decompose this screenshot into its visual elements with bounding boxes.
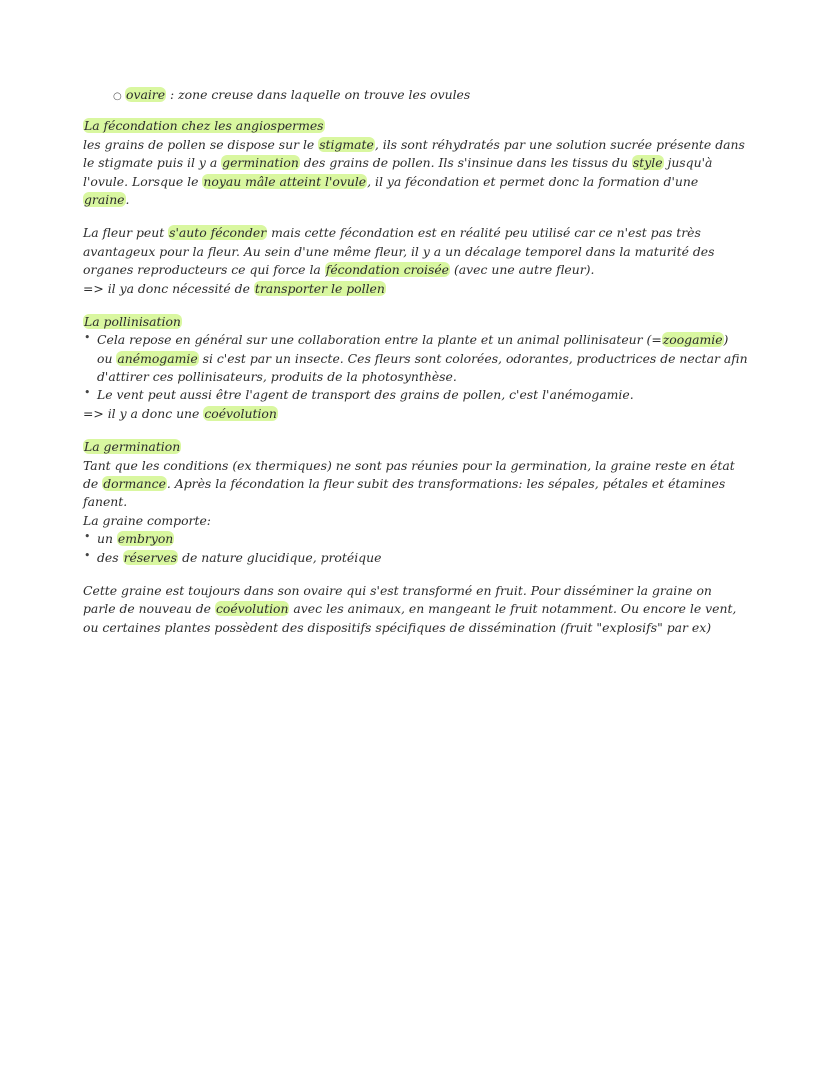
heading-germination: La germination xyxy=(84,439,181,455)
text-line xyxy=(97,530,745,548)
text-segment: avantageux pour la fleur. Au sein d'une même fleur, il y a un décalage temporel dans la maturité des xyxy=(83,243,715,259)
coevolution-conclusion xyxy=(83,405,745,423)
text-segment: d'attirer ces pollinisateurs, produits de la photosynthèse. xyxy=(97,369,457,385)
bullet-dot-icon: • xyxy=(84,331,91,345)
text-segment: , il ya fécondation et permet donc la formation d'une xyxy=(367,173,699,189)
text-segment: ou certaines plantes possèdent des dispositifs spécifiques de dissémination (fruit "explosifs" par ex) xyxy=(83,619,712,635)
text-segment: mais cette fécondation est en réalité peu utilisé car ce n'est pas très xyxy=(267,225,701,241)
hollow-bullet-icon: ○ xyxy=(113,91,122,102)
text-segment: => il ya donc nécessité de xyxy=(83,280,254,296)
text-segment: si c'est par un insecte. Ces fleurs sont colorées, odorantes, productrices de nectar afin xyxy=(198,350,748,366)
text-line xyxy=(83,261,745,279)
text-segment: organes reproducteurs ce qui force la xyxy=(83,262,325,278)
text-segment: Le vent peut aussi être l'agent de transport des grains de pollen, c'est l'anémogamie. xyxy=(97,387,634,403)
pollinisation-bullet-2 xyxy=(83,386,745,404)
heading-fecondation: La fécondation chez les angiospermes xyxy=(84,118,324,134)
highlighted-term: réserves xyxy=(123,549,178,565)
text-segment: La fleur peut xyxy=(83,225,169,241)
text-segment: un xyxy=(97,531,117,547)
text-line xyxy=(83,191,745,209)
text-segment: parle de nouveau de xyxy=(83,601,215,617)
heading-pollinisation: La pollinisation xyxy=(84,313,181,329)
ovaire-bullet xyxy=(83,86,745,104)
text-line xyxy=(83,493,745,511)
bullet-dot-icon: • xyxy=(84,386,91,400)
text-line xyxy=(83,154,745,172)
text-segment: ) xyxy=(723,332,729,348)
highlighted-term: style xyxy=(632,155,663,171)
highlighted-term: coévolution xyxy=(204,405,277,421)
text-segment: de nature glucidique, protéique xyxy=(178,549,382,565)
text-segment: fanent. xyxy=(83,494,128,510)
term-ovaire: ovaire xyxy=(126,87,166,102)
text-segment: . xyxy=(125,191,130,207)
text-line xyxy=(83,512,745,530)
text-line xyxy=(83,582,745,600)
text-line xyxy=(97,331,745,349)
text-segment: (avec une autre fleur). xyxy=(450,262,595,278)
ovaire-definition: : zone creuse dans laquelle on trouve les ovules xyxy=(166,87,471,102)
highlighted-term: anémogamie xyxy=(117,350,198,366)
highlighted-term: transporter le pollen xyxy=(254,280,385,296)
highlighted-term: embryon xyxy=(117,531,174,547)
text-segment: avec les animaux, en mangeant le fruit notamment. Ou encore le vent, xyxy=(289,601,737,617)
fecondation-paragraph xyxy=(83,136,745,210)
text-segment: l'ovule. Lorsque le xyxy=(83,173,203,189)
text-segment: . Après la fécondation la fleur subit des transformations: les sépales, pétales et étamines xyxy=(166,476,726,492)
highlighted-term: zoogamie xyxy=(662,332,723,348)
text-segment: La graine comporte: xyxy=(83,512,211,528)
text-line xyxy=(83,619,745,637)
text-line xyxy=(83,475,745,493)
highlighted-term: graine xyxy=(84,191,125,207)
text-line xyxy=(83,136,745,154)
highlighted-term: germination xyxy=(222,155,299,171)
text-line xyxy=(83,173,745,191)
bullet-dot-icon: • xyxy=(84,548,91,562)
text-line xyxy=(97,549,745,567)
highlighted-term: s'auto féconder xyxy=(169,225,267,241)
bullet-dot-icon: • xyxy=(84,530,91,544)
highlighted-term: dormance xyxy=(103,476,166,492)
text-line xyxy=(83,224,745,242)
text-segment: jusqu'à xyxy=(663,155,713,171)
text-line xyxy=(83,243,745,261)
text-segment: les grains de pollen se dispose sur le xyxy=(83,136,319,152)
text-segment: des xyxy=(97,549,123,565)
highlighted-term: fécondation croisée xyxy=(325,262,449,278)
text-segment: des grains de pollen. Ils s'insinue dans les tissus du xyxy=(299,155,632,171)
text-segment: Cela repose en général sur une collaboration entre la plante et un animal pollinisateur (= xyxy=(97,332,662,348)
text-segment: Cette graine est toujours dans son ovaire qui s'est transformé en fruit. Pour disséminer la graine on xyxy=(83,582,712,598)
text-line xyxy=(83,457,745,475)
document-page xyxy=(83,86,748,637)
autofecondation-paragraph xyxy=(83,224,745,298)
text-line xyxy=(97,350,748,368)
text-segment: , ils sont réhydratés par une solution sucrée présente dans xyxy=(374,136,745,152)
dissemination-paragraph xyxy=(83,582,745,637)
text-segment: => il y a donc une xyxy=(83,405,204,421)
text-segment: de xyxy=(83,476,103,492)
graine-bullet-embryon xyxy=(83,530,745,548)
germination-paragraph xyxy=(83,457,745,531)
graine-bullet-reserves xyxy=(83,549,745,567)
highlighted-term: stigmate xyxy=(319,136,374,152)
text-segment: Tant que les conditions (ex thermiques) ne sont pas réunies pour la germination, la graine reste en état xyxy=(83,457,735,473)
text-line xyxy=(83,405,745,423)
text-line xyxy=(97,368,745,386)
text-segment: ou xyxy=(97,350,117,366)
pollinisation-bullet-1 xyxy=(83,331,748,386)
text-line xyxy=(83,280,745,298)
text-segment: le stigmate puis il y a xyxy=(83,155,222,171)
text-line xyxy=(97,386,745,404)
text-line xyxy=(83,600,745,618)
highlighted-term: noyau mâle atteint l'ovule xyxy=(203,173,367,189)
highlighted-term: coévolution xyxy=(215,601,289,617)
